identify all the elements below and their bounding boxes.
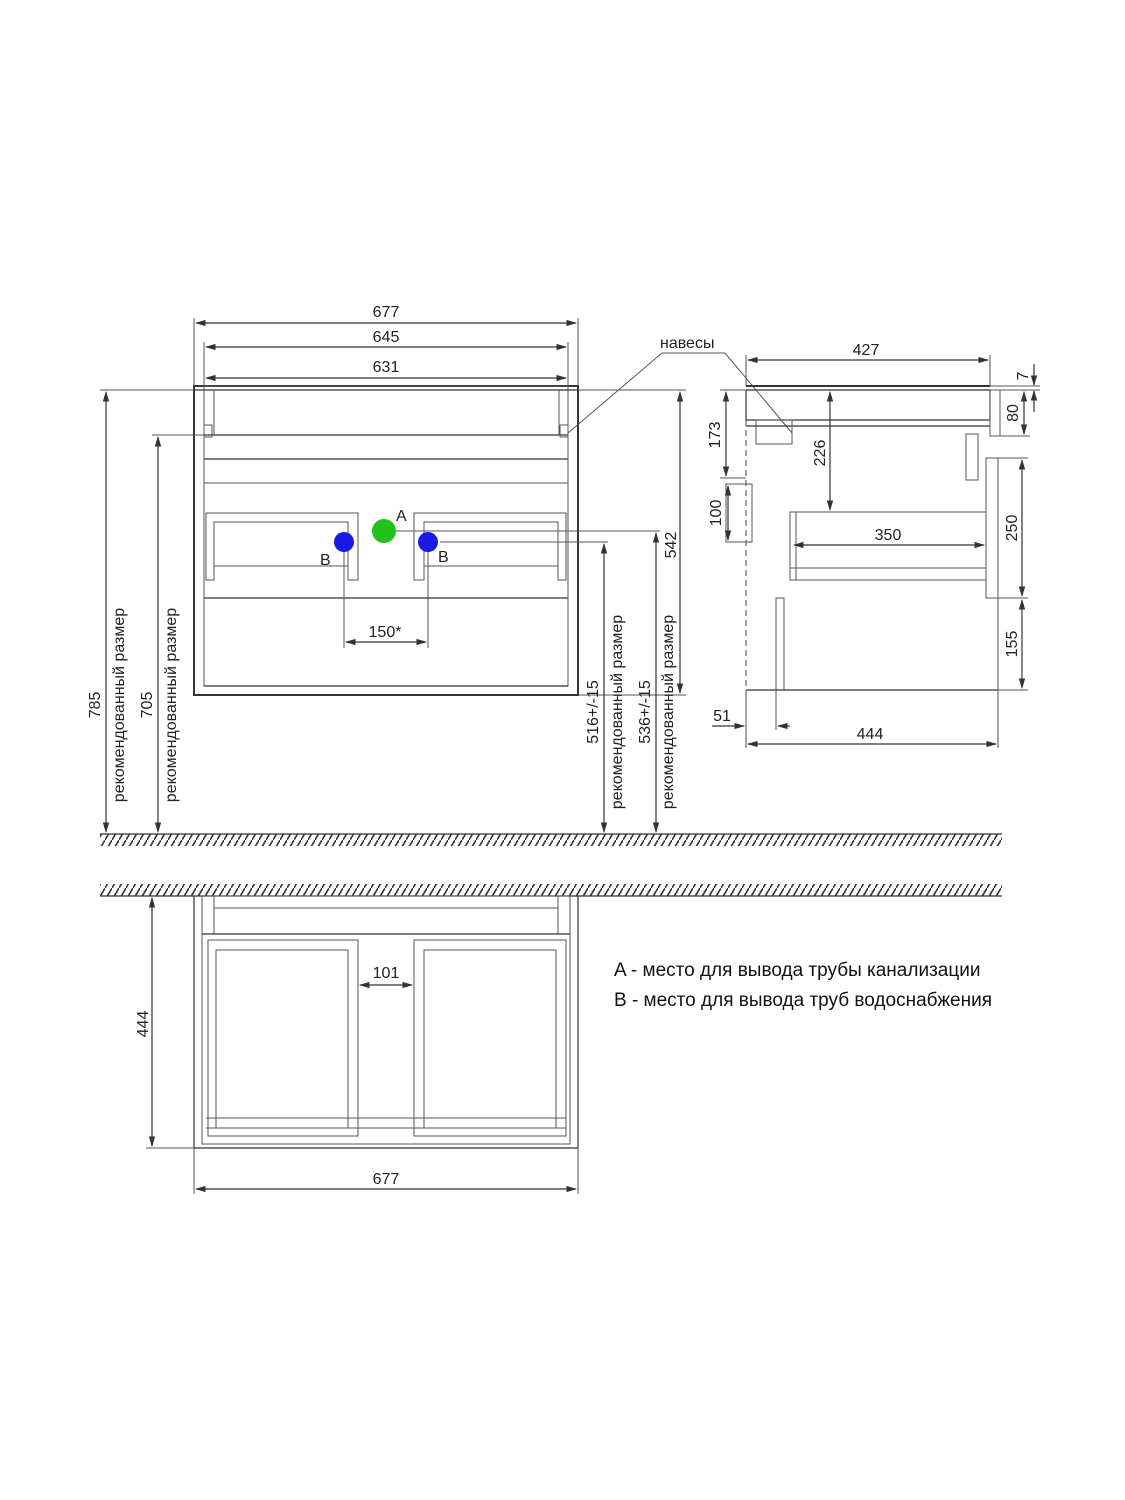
wall-bracket-mid bbox=[986, 458, 998, 598]
dim-645: 645 bbox=[372, 329, 400, 346]
hinge-side bbox=[756, 420, 792, 444]
side-small-part bbox=[966, 434, 978, 480]
side-vertical-100 bbox=[726, 484, 752, 542]
dim-705: 705 bbox=[139, 691, 156, 719]
marker-b-label-left: B bbox=[320, 552, 331, 569]
dim-705-note: рекомендованный размер bbox=[163, 607, 180, 803]
side-view bbox=[707, 342, 1040, 748]
marker-b-label-right: B bbox=[438, 549, 449, 566]
dim-250: 250 bbox=[1004, 514, 1021, 542]
marker-b-water-left bbox=[334, 532, 354, 552]
marker-a-label: A bbox=[396, 508, 407, 525]
legend-a: A - место для вывода трубы канализации bbox=[614, 960, 981, 981]
dim-100: 100 bbox=[708, 499, 725, 527]
dim-536: 536+/-15 bbox=[637, 680, 654, 744]
marker-b-water-right bbox=[418, 532, 438, 552]
floor-line bbox=[100, 834, 1002, 846]
dim-173: 173 bbox=[707, 421, 724, 449]
dim-516: 516+/-15 bbox=[585, 680, 602, 744]
dim-785: 785 bbox=[87, 691, 104, 719]
top-view bbox=[135, 896, 578, 1194]
dim-542: 542 bbox=[663, 531, 680, 559]
wall-bracket-top bbox=[990, 390, 1000, 436]
dim-226: 226 bbox=[812, 439, 829, 467]
top-view-body bbox=[202, 896, 570, 1144]
ceiling-line bbox=[100, 884, 1002, 896]
dim-350: 350 bbox=[874, 527, 902, 544]
dim-444-side: 444 bbox=[856, 726, 884, 743]
marker-a-sewer bbox=[372, 519, 396, 543]
dim-427: 427 bbox=[852, 342, 880, 359]
dim-631: 631 bbox=[372, 359, 400, 376]
legend-b: B - место для вывода труб водоснабжения bbox=[614, 990, 992, 1011]
dim-785-note: рекомендованный размер bbox=[111, 607, 128, 803]
hinges-label: навесы bbox=[660, 335, 715, 352]
dim-677-top: 677 bbox=[372, 304, 400, 321]
dim-536-note: рекомендованный размер bbox=[660, 614, 677, 810]
side-panel-lower bbox=[776, 598, 784, 690]
legend bbox=[614, 960, 992, 1011]
dim-516-note: рекомендованный размер bbox=[609, 614, 626, 810]
side-drawer bbox=[790, 512, 986, 580]
dim-155: 155 bbox=[1004, 630, 1021, 658]
front-view bbox=[87, 304, 792, 832]
dim-444-top: 444 bbox=[135, 1010, 152, 1038]
dim-150: 150* bbox=[368, 624, 402, 641]
dim-7: 7 bbox=[1015, 371, 1032, 381]
dim-80: 80 bbox=[1005, 404, 1022, 422]
top-drawer-left bbox=[208, 940, 358, 1136]
top-drawer-right bbox=[414, 940, 566, 1136]
dim-101: 101 bbox=[372, 965, 400, 982]
dim-51: 51 bbox=[713, 708, 731, 725]
dim-677-bottom: 677 bbox=[372, 1171, 400, 1188]
